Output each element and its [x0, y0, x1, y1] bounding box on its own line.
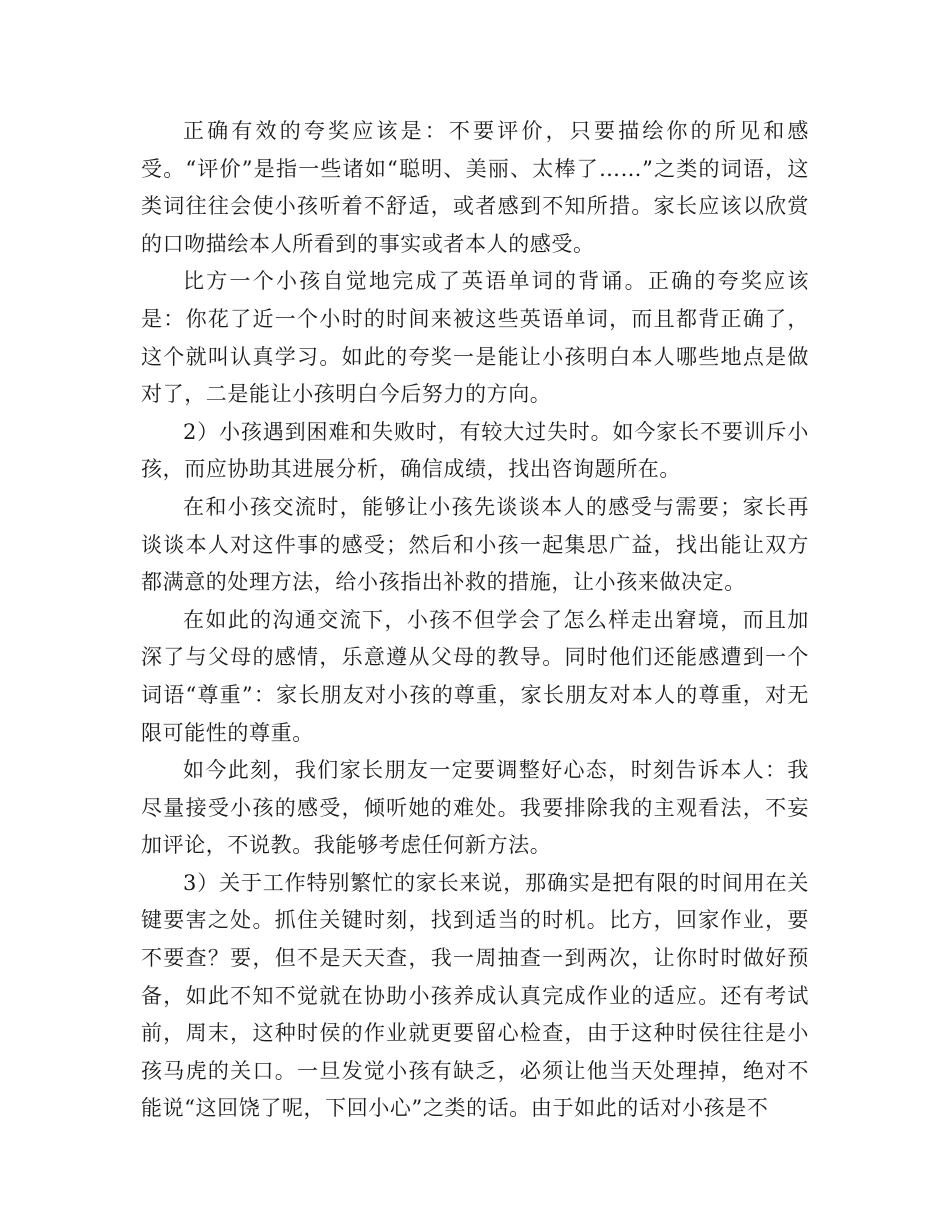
paragraph-difficulty-failure: 2）小孩遇到困难和失败时，有较大过失时。如今家长不要训斥小孩，而应协助其进展分析，确信成绩，找出咨询题所在。 — [141, 419, 809, 482]
paragraph-praise-example: 比方一个小孩自觉地完成了英语单词的背诵。正确的夸奖应该是：你花了近一个小时的时间来被这些英语单词，而且都背正确了，这个就叫认真学习。如此的夸奖一是能让小孩明白本人哪些地点是做对了，二是能让小孩明白今后努力的方向。 — [141, 269, 809, 407]
paragraph-mindset: 如今此刻，我们家长朋友一定要调整好心态，时刻告诉本人：我尽量接受小孩的感受，倾听她的难处。我要排除我的主观看法，不妄加评论，不说教。我能够考虑任何新方法。 — [141, 758, 809, 858]
paragraph-busy-parents: 3）关于工作特别繁忙的家长来说，那确实是把有限的时间用在关键要害之处。抓住关键时刻，找到适当的时机。比方，回家作业，要不要查？要，但不是天天查，我一周抽查一到两次，让你时时做好预备，如此不知不觉就在协助小孩养成认真完成作业的适应。还有考试前，周末，这种时侯的作业就更要留心检查，由于这种时侯往往是小孩马虎的关口。一旦发觉小孩有缺乏，必须让他当天处理掉，绝对不能说“这回饶了呢，下回小心”之类的话。由于如此的话对小孩是不 — [141, 870, 809, 1121]
paragraph-praise-definition: 正确有效的夸奖应该是：不要评价，只要描绘你的所见和感受。“评价”是指一些诸如“聪明、美丽、太棒了……”之类的词语，这类词往往会使小孩听着不舒适，或者感到不知所措。家长应该以欣赏的口吻描绘本人所看到的事实或者本人的感受。 — [141, 119, 809, 256]
paragraph-communication: 在和小孩交流时，能够让小孩先谈谈本人的感受与需要；家长再谈谈本人对这件事的感受；然后和小孩一起集思广益，找出能让双方都满意的处理方法，给小孩指出补救的措施，让小孩来做决定。 — [141, 494, 809, 595]
paragraph-respect: 在如此的沟通交流下，小孩不但学会了怎么样走出窘境，而且加深了与父母的感情，乐意遵从父母的教导。同时他们还能感遭到一个词语“尊重”：家长朋友对小孩的尊重，家长朋友对本人的尊重，对无限可能性的尊重。 — [141, 607, 809, 745]
document-body — [141, 113, 809, 1128]
